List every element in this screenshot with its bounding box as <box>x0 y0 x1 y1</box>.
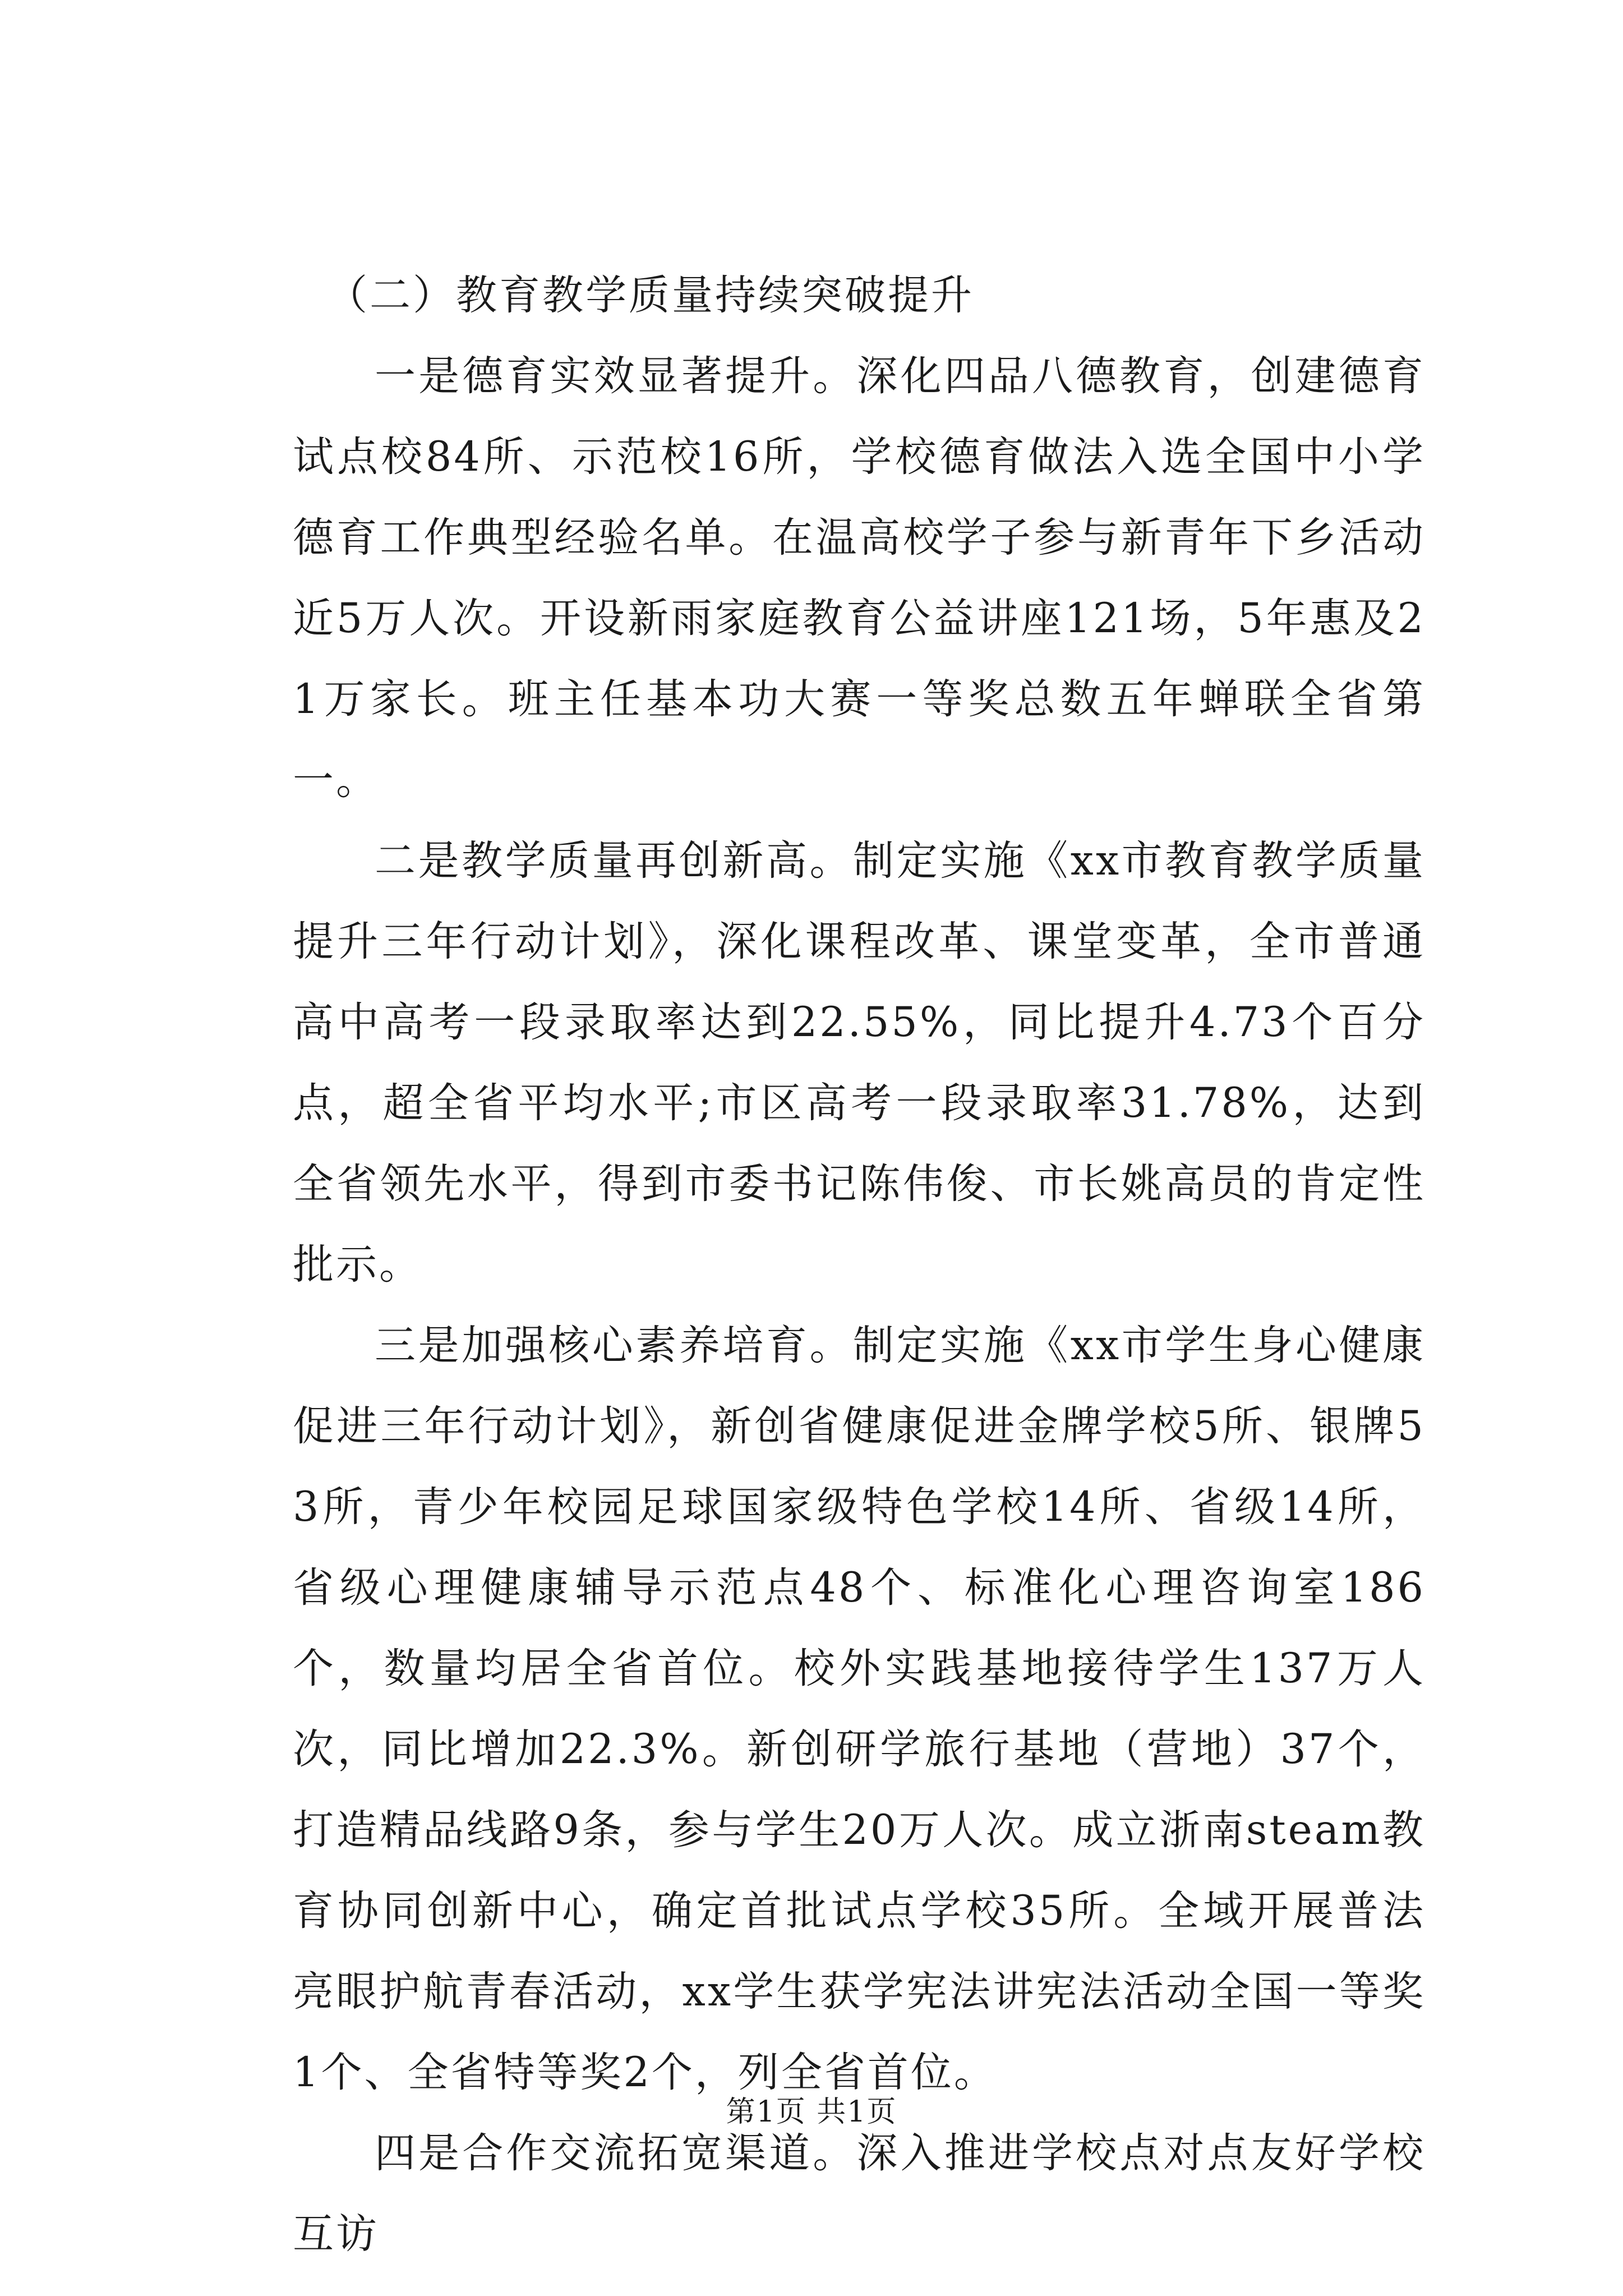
paragraph-core-literacy: 三是加强核心素养培育。制定实施《xx市学生身心健康促进三年行动计划》，新创省健康促进金牌学校5所、银牌53所，青少年校园足球国家级特色学校14所、省级14所，省级心理健康辅导示范点48个、标准化心理咨询室186个，数量均居全省首位。校外实践基地接待学生137万人次，同比增加22.3%。新创研学旅行基地（营地）37个，打造精品线路9条，参与学生20万人次。成立浙南steam教育协同创新中心，确定首批试点学校35所。全域开展普法亮眼护航青春活动，xx学生获学宪法讲宪法活动全国一等奖1个、全省特等奖2个，列全省首位。 <box>293 1322 1426 2096</box>
page-footer: 第1页 共1页 <box>726 2095 897 2129</box>
document-body <box>293 255 1426 2275</box>
paragraph-moral-education: 一是德育实效显著提升。深化四品八德教育，创建德育试点校84所、示范校16所，学校德育做法入选全国中小学德育工作典型经验名单。在温高校学子参与新青年下乡活动近5万人次。开设新雨家庭教育公益讲座121场，5年惠及21万家长。班主任基本功大赛一等奖总数五年蝉联全省第一。 <box>293 352 1426 804</box>
paragraph-cooperation: 四是合作交流拓宽渠道。深入推进学校点对点友好学校互访 <box>293 2129 1426 2258</box>
section-heading: （二）教育教学质量持续突破提升 <box>326 272 974 319</box>
paragraph-teaching-quality: 二是教学质量再创新高。制定实施《xx市教育教学质量提升三年行动计划》，深化课程改革、课堂变革，全市普通高中高考一段录取率达到22.55%，同比提升4.73个百分点，超全省平均水平;市区高考一段录取率31.78%，达到全省领先水平，得到市委书记陈伟俊、市长姚高员的肯定性批示。 <box>293 837 1426 1289</box>
